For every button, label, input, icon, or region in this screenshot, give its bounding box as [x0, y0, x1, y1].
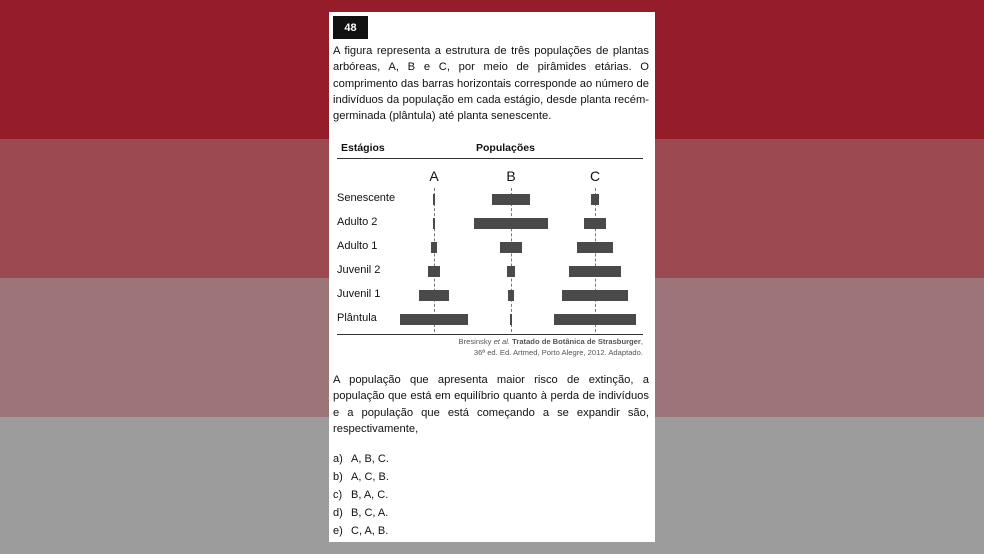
option-e-letter: e): [333, 525, 343, 537]
populations-header: Populações: [476, 142, 535, 154]
stage-label-adulto-1: Adulto 1: [337, 240, 378, 252]
age-pyramid-figure: [333, 138, 651, 358]
bar-a-adulto-1: [431, 242, 438, 253]
stages-header: Estágios: [341, 142, 385, 154]
bar-a-juvenil-1: [419, 290, 449, 301]
center-axis-b: [511, 188, 512, 332]
figure-credit: Bresinsky et al. Tratado de Botânica de Strasburger, 36ª ed. Ed. Artmed, Porto Alegre, 2012. Adaptado.: [458, 337, 643, 357]
option-c[interactable]: [333, 489, 388, 501]
bar-b-senescente: [492, 194, 530, 205]
stage-label-pl-ntula: Plântula: [337, 312, 377, 324]
question-number-badge: 48: [333, 16, 368, 39]
credit-edition: 36ª ed. Ed. Artmed, Porto Alegre, 2012. Adaptado.: [473, 348, 643, 357]
question-text: A população que apresenta maior risco de extinção, a população que está em equilíbrio quanto à perda de indivíduos e a população que está começando a se expandir são, respectivamente,: [333, 374, 649, 435]
option-d[interactable]: [333, 507, 388, 519]
bar-c-juvenil-2: [569, 266, 621, 277]
figure-bottom-rule: [337, 334, 643, 335]
option-c-text: B, A, C.: [351, 489, 389, 501]
bar-b-juvenil-2: [507, 266, 514, 277]
stage-label-juvenil-2: Juvenil 2: [337, 264, 381, 276]
column-label-b: B: [506, 168, 516, 184]
option-b[interactable]: [333, 471, 389, 483]
stage-label-senescente: Senescente: [337, 192, 396, 204]
option-a-letter: a): [333, 453, 343, 465]
column-label-a: A: [429, 168, 439, 184]
bar-b-pl-ntula: [510, 314, 512, 325]
credit-etal: et al.: [493, 337, 511, 346]
option-e[interactable]: [333, 525, 388, 537]
credit-author: Bresinsky: [458, 337, 492, 346]
bar-a-adulto-2: [433, 218, 435, 229]
column-label-c: C: [589, 168, 601, 184]
option-d-letter: d): [333, 507, 343, 519]
stage-label-adulto-2: Adulto 2: [337, 216, 378, 228]
option-d-text: B, C, A.: [351, 507, 389, 519]
option-b-letter: b): [333, 471, 343, 483]
option-c-letter: c): [333, 489, 343, 501]
center-axis-a: [434, 188, 435, 332]
stage-label-juvenil-1: Juvenil 1: [337, 288, 381, 300]
option-a[interactable]: [333, 453, 389, 465]
bar-b-adulto-1: [500, 242, 522, 253]
center-axis-c: [595, 188, 596, 332]
question-page: [329, 12, 655, 542]
option-e-text: C, A, B.: [351, 525, 389, 537]
credit-title: Tratado de Botânica de Strasburger: [512, 337, 641, 346]
bar-c-senescente: [591, 194, 598, 205]
bar-b-adulto-2: [474, 218, 548, 229]
bar-c-pl-ntula: [554, 314, 636, 325]
figure-top-rule: [337, 158, 643, 159]
option-a-text: A, B, C.: [351, 453, 389, 465]
question-intro-text: A figura representa a estrutura de três populações de plantas arbóreas, A, B e C, por meio de pirâmides etárias. O comprimento das barras horizontais corresponde ao número de indivíduos da população em cada estágio, desde planta recém-germinada (plântula) até planta senescente.: [333, 45, 649, 123]
bar-c-adulto-1: [577, 242, 612, 253]
option-b-text: A, C, B.: [351, 471, 389, 483]
bar-a-senescente: [433, 194, 435, 205]
bar-a-juvenil-2: [428, 266, 439, 277]
bar-a-pl-ntula: [400, 314, 469, 325]
bar-b-juvenil-1: [508, 290, 514, 301]
bar-c-adulto-2: [584, 218, 606, 229]
bar-c-juvenil-1: [562, 290, 628, 301]
